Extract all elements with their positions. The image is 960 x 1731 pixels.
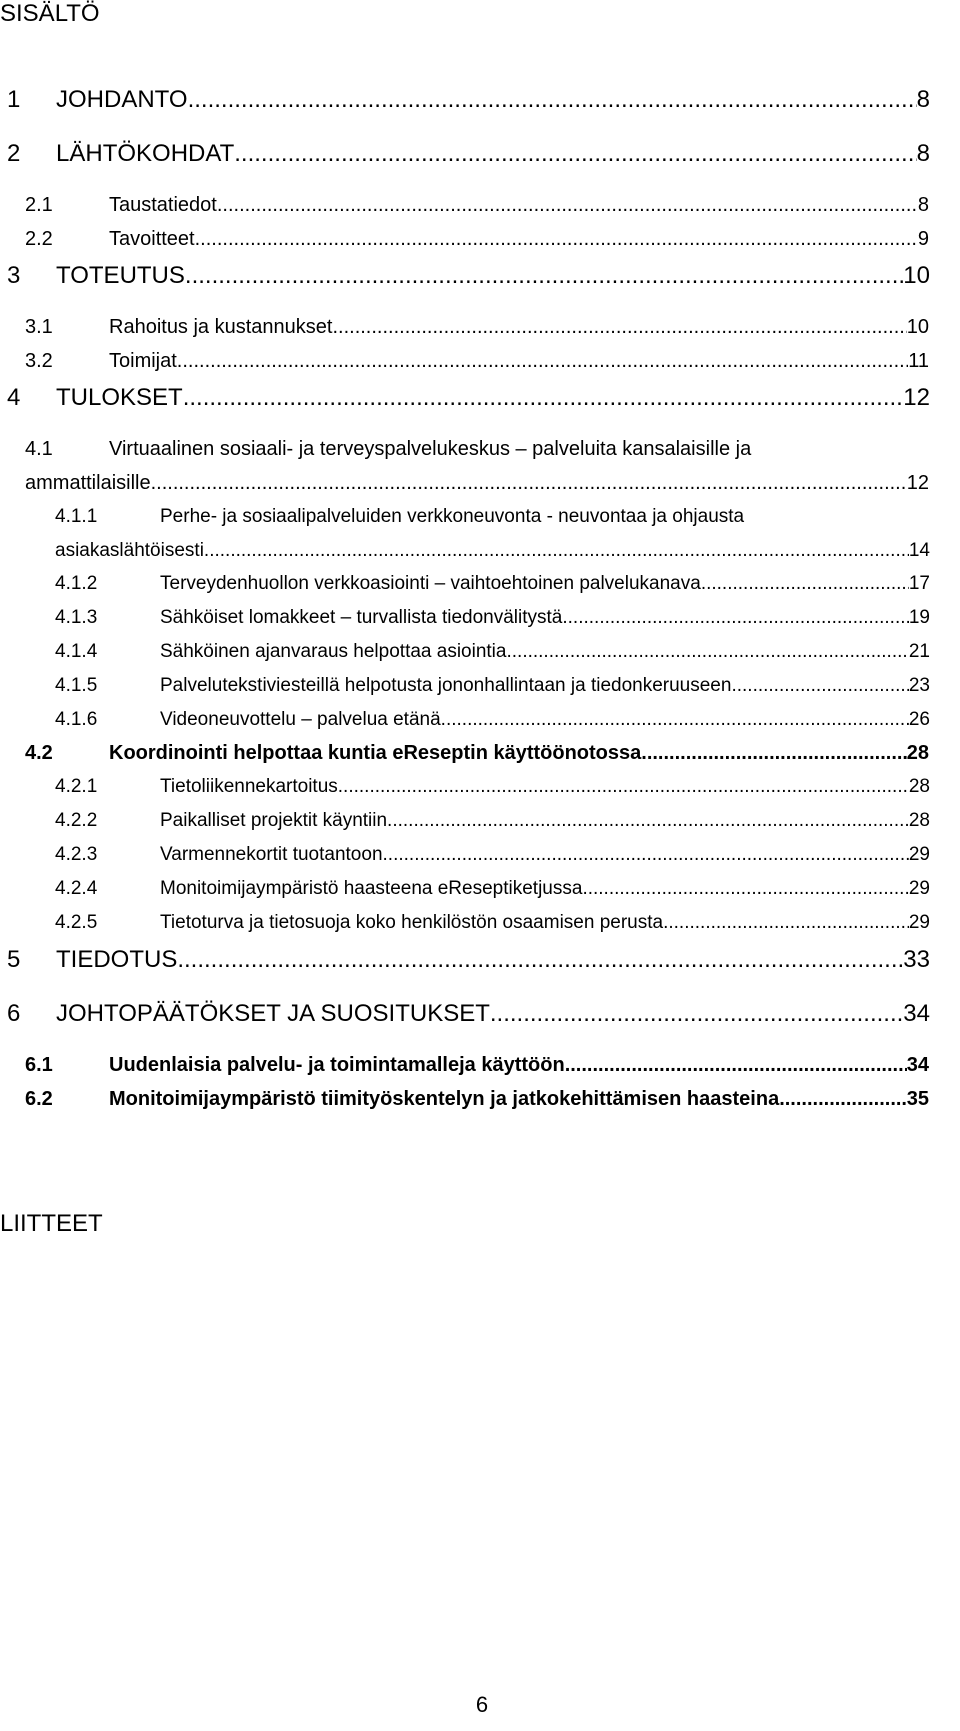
toc-number: 5 [7,946,21,973]
toc-number: 4.1.3 [55,607,98,628]
toc-number: 4.2.5 [55,912,98,933]
toc-number: 4.1.2 [55,573,98,594]
toc-entry-4-1-cont[interactable] [0,472,960,502]
toc-title: Sähköiset lomakkeet – turvallista tiedonvälitystä [160,607,563,628]
toc-title: LÄHTÖKOHDAT [56,140,235,167]
toc-number: 3.1 [25,316,53,338]
toc-entry-4-1-1[interactable] [0,506,960,536]
toc-title: Koordinointi helpottaa kuntia eReseptin käyttöönotossa [109,742,642,764]
toc-leader [183,384,904,412]
toc-page-number: 8 [916,86,930,113]
toc-leader [195,228,918,251]
toc-title: Terveydenhuollon verkkoasiointi – vaihtoehtoinen palvelukanava [160,573,701,594]
toc-leader [731,675,908,697]
toc-title: Palvelutekstiviesteillä helpotusta jononhallintaan ja tiedonkeruuseen [160,675,732,696]
toc-leader [701,573,909,595]
toc-entry-4-2-4[interactable] [0,878,960,908]
toc-page-number: 23 [908,675,930,696]
toc-page-number: 35 [906,1088,929,1110]
toc-entry-1[interactable] [0,86,960,116]
toc-number: 4.1.4 [55,641,98,662]
toc-number: 4.1.5 [55,675,98,696]
toc-entry-2[interactable] [0,140,960,170]
toc-entry-3-2[interactable] [0,350,960,380]
toc-number: 2.1 [25,194,53,216]
toc-number: 3.2 [25,350,53,372]
toc-title: JOHTOPÄÄTÖKSET JA SUOSITUKSET [56,1000,490,1027]
toc-page-number: 10 [903,262,930,289]
toc-number: 6.1 [25,1054,53,1076]
toc-entry-4-2[interactable] [0,742,960,772]
toc-leader [188,86,917,114]
toc-title: Taustatiedot [109,194,217,216]
toc-page-number: 14 [908,540,930,561]
toc-number: 4.2.1 [55,776,98,797]
toc-page-number: 33 [903,946,930,973]
toc-page-number: 21 [908,641,930,662]
toc-leader [332,316,906,339]
toc-number: 4.1.1 [55,506,98,527]
toc-entry-4-2-3[interactable] [0,844,960,874]
toc-number: 4.2.4 [55,878,98,899]
toc-leader [383,844,909,866]
toc-leader [177,946,903,974]
toc-entry-4-2-5[interactable] [0,912,960,942]
toc-leader [234,140,916,168]
toc-title: Paikalliset projektit käyntiin [160,810,388,831]
toc-leader [779,1088,907,1111]
toc-leader [506,641,908,663]
toc-leader [441,709,909,731]
toc-title-line1: Virtuaalinen sosiaali- ja terveyspalvelukeskus – palveluita kansalaisille ja [109,438,752,460]
toc-page-number: 12 [903,384,930,411]
toc-entry-4-1-6[interactable] [0,709,960,739]
toc-number: 4.2.3 [55,844,98,865]
toc-leader [177,350,908,373]
toc-page-number: 17 [908,573,930,594]
toc-page-number: 34 [906,1054,929,1076]
toc-leader [151,472,907,495]
toc-leader [490,1000,903,1028]
toc-number: 4 [7,384,21,411]
toc-entry-4-1-5[interactable] [0,675,960,705]
toc-page-number: 8 [916,140,930,167]
toc-number: 1 [7,86,21,113]
toc-page-number: 28 [908,810,930,831]
toc-entry-6-1[interactable] [0,1054,960,1084]
toc-entry-4-1-2[interactable] [0,573,960,603]
toc-title: Sähköinen ajanvaraus helpottaa asiointia [160,641,507,662]
toc-title: Tavoitteet [109,228,195,250]
toc-title: Rahoitus ja kustannukset [109,316,333,338]
page-number: 6 [475,1692,489,1717]
toc-entry-5[interactable] [0,946,960,976]
toc-number: 4.1 [25,438,53,460]
toc-number: 4.1.6 [55,709,98,730]
toc-entry-4-2-1[interactable] [0,776,960,806]
toc-page-number: 10 [906,316,929,338]
toc-entry-4-1-4[interactable] [0,641,960,671]
toc-title-line2: ammattilaisille [25,472,151,494]
toc-title: Tietoliikennekartoitus [160,776,338,797]
toc-number: 6.2 [25,1088,53,1110]
toc-number: 4.2 [25,742,53,764]
toc-entry-2-2[interactable] [0,228,960,258]
toc-number: 3 [7,262,21,289]
toc-entry-4-1-3[interactable] [0,607,960,637]
toc-leader [185,262,903,290]
toc-page-number: 34 [903,1000,930,1027]
toc-leader [663,912,909,934]
toc-title: Videoneuvottelu – palvelua etänä [160,709,441,730]
toc-page-number: 12 [906,472,929,494]
toc-leader [582,878,908,900]
toc-entry-6[interactable] [0,1000,960,1030]
toc-page-number: 8 [917,194,929,216]
toc-entry-6-2[interactable] [0,1088,960,1118]
toc-title: Monitoimijaympäristö tiimityöskentelyn ja jatkokehittämisen haasteina [109,1088,780,1110]
toc-title: TOTEUTUS [56,262,185,289]
toc-number: 2.2 [25,228,53,250]
toc-title: TIEDOTUS [56,946,178,973]
toc-leader [641,742,906,765]
toc-entry-4-1[interactable] [0,438,960,468]
toc-title: JOHDANTO [56,86,188,113]
toc-number: 2 [7,140,21,167]
toc-leader [565,1054,907,1077]
toc-page-number: 19 [908,607,930,628]
toc-leader [387,810,909,832]
toc-leader [204,540,909,562]
toc-leader [217,194,918,217]
toc-title: Tietoturva ja tietosuoja koko henkilöstön osaamisen perusta [160,912,664,933]
toc-title: Monitoimijaympäristö haasteena eReseptiketjussa [160,878,583,899]
appendix-heading: LIITTEET [0,1210,103,1237]
toc-page-number: 11 [908,350,929,372]
toc-number: 4.2.2 [55,810,98,831]
toc-page-number: 29 [908,912,930,933]
toc-title: Varmennekortit tuotantoon [160,844,383,865]
toc-entry-4-2-2[interactable] [0,810,960,840]
toc-title: Toimijat [109,350,177,372]
page-title: SISÄLTÖ [0,0,100,27]
toc-entry-4-1-1-cont[interactable] [0,540,960,570]
toc-entry-3-1[interactable] [0,316,960,346]
toc-leader [562,607,908,629]
toc-page-number: 28 [908,776,930,797]
toc-title-line2: asiakaslähtöisesti [55,540,204,561]
toc-number: 6 [7,1000,21,1027]
toc-entry-2-1[interactable] [0,194,960,224]
toc-page-number: 26 [908,709,930,730]
toc-page-number: 28 [906,742,929,764]
toc-title: Uudenlaisia palvelu- ja toimintamalleja käyttöön [109,1054,565,1076]
toc-page-number: 9 [917,228,929,250]
toc-title: TULOKSET [56,384,183,411]
toc-page-number: 29 [908,844,930,865]
toc-entry-3[interactable] [0,262,960,292]
toc-title-line1: Perhe- ja sosiaalipalveluiden verkkoneuvonta - neuvontaa ja ohjausta [160,506,745,527]
toc-leader [338,776,909,798]
toc-entry-4[interactable] [0,384,960,414]
toc-page-number: 29 [908,878,930,899]
